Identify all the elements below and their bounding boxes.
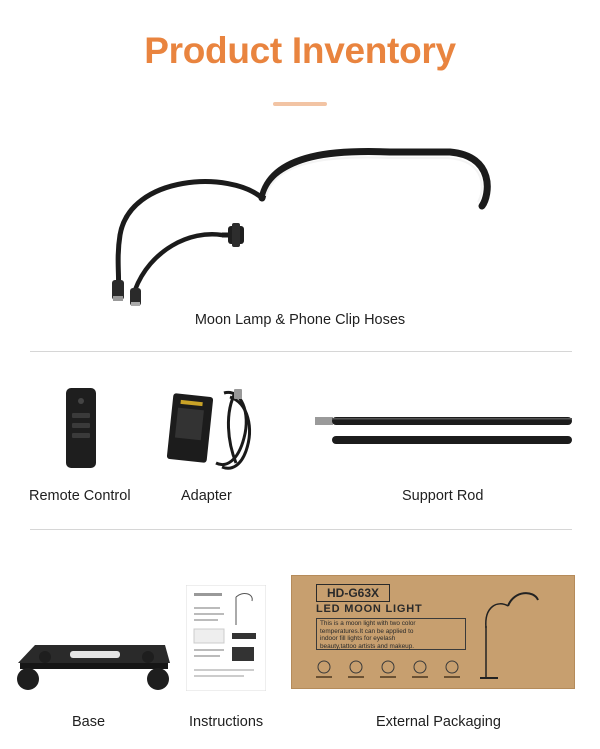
base-image	[10, 635, 175, 695]
box-model-label: HD-G63X	[316, 584, 390, 602]
box-description-line: This is a moon light with two color	[320, 620, 416, 627]
caption-base: Base	[72, 714, 106, 730]
box-description	[316, 618, 466, 650]
adapter-image	[166, 383, 256, 475]
title-underline	[273, 102, 327, 106]
caption-hoses: Moon Lamp & Phone Clip Hoses	[194, 312, 406, 328]
page-title: Product Inventory	[144, 30, 456, 71]
box-description-line: indoor fill lights for eyelash	[320, 635, 396, 642]
divider-2	[30, 529, 572, 530]
box-description-line: beauty,tattoo artists and makeup.	[320, 642, 415, 650]
box-feature-icons	[314, 658, 464, 682]
caption-packaging: External Packaging	[376, 714, 501, 730]
box-lamp-illustration	[478, 586, 548, 682]
support-rod-image	[312, 413, 577, 449]
packaging-box-image	[291, 575, 575, 689]
remote-control-image	[60, 385, 100, 470]
moon-lamp-hoses-image	[90, 140, 510, 315]
caption-remote: Remote Control	[29, 488, 131, 504]
caption-rod: Support Rod	[402, 488, 484, 504]
caption-instructions: Instructions	[189, 714, 264, 730]
caption-adapter: Adapter	[181, 488, 232, 504]
box-description-line: temperatures.It can be applied to	[320, 627, 414, 635]
divider-1	[30, 351, 572, 352]
instructions-image	[186, 585, 266, 691]
box-product-name: LED MOON LIGHT	[316, 603, 423, 615]
